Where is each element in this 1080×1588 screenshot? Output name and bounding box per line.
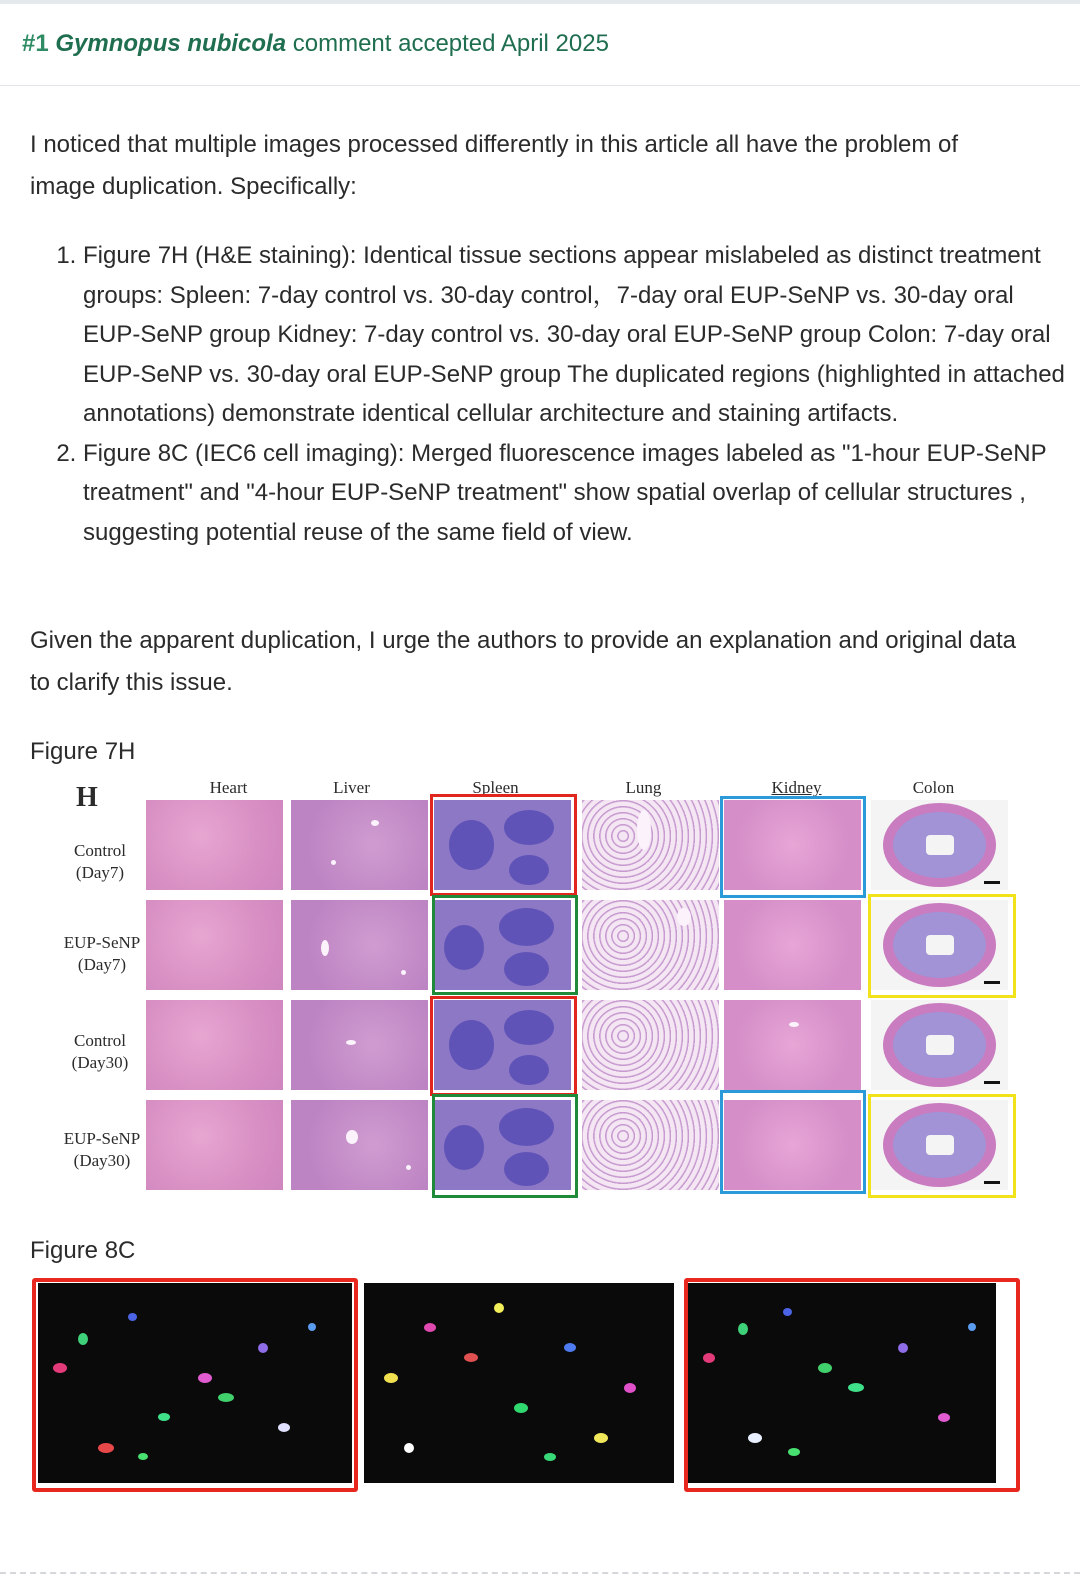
- row-label-eupsenp-day7: EUP-SeNP (Day7): [63, 933, 141, 974]
- tile-heart-eupsenp-day30: [146, 1100, 283, 1190]
- issue-item: 1. Figure 7H (H&E staining): Identical tissue sections appear mislabeled as distinct treatment groups: Spleen: 7-day control vs. 30-day control，7-day oral EUP-SeNP vs. 30-day oral EUP-SeNP group Kidney: 7-day control vs. 30-day oral EUP-SeNP group Colon: 7-day oral EUP-SeNP vs. 30-day oral EUP-SeNP group The duplicated regions (highlighted in attached annotations) demonstrate identical cellular architecture and staining artifacts.: [83, 236, 1073, 434]
- highlight-box-red: [430, 996, 577, 1096]
- column-label-lung: Lung: [625, 778, 662, 797]
- tile-liver-control-day30: [291, 1000, 428, 1090]
- highlight-box-yellow: [868, 894, 1016, 998]
- highlight-box-green: [432, 895, 578, 995]
- highlight-box-yellow: [868, 1094, 1016, 1198]
- column-label-heart: Heart: [209, 778, 248, 797]
- fluorescence-panel-middle: [364, 1283, 674, 1483]
- comment-header: [0, 4, 1080, 86]
- highlight-box-green: [432, 1094, 578, 1198]
- tile-colon-control-day30: [871, 1000, 1008, 1090]
- intro-paragraph: I noticed that multiple images processed differently in this article all have the problem of image duplication. Specifically:: [30, 131, 959, 200]
- comment-status: comment accepted April 2025: [292, 30, 609, 57]
- tile-lung-eupsenp-day7: [582, 900, 719, 990]
- tile-heart-control-day30: [146, 1000, 283, 1090]
- tile-lung-control-day7: [582, 800, 719, 890]
- tile-lung-eupsenp-day30: [582, 1100, 719, 1190]
- tile-liver-eupsenp-day30: [291, 1100, 428, 1190]
- closing-paragraph: Given the apparent duplication, I urge the authors to provide an explanation and original data to clarify this issue.: [30, 627, 1017, 696]
- issue-item: 2. Figure 8C (IEC6 cell imaging): Merged fluorescence images labeled as "1-hour EUP-SeNP treatment" and "4-hour EUP-SeNP treatment" show spatial overlap of cellular structures , suggesting potential reuse of the same field of view.: [83, 434, 1073, 553]
- panel-letter: H: [76, 782, 98, 813]
- comment-heading: [22, 30, 609, 58]
- tile-lung-control-day30: [582, 1000, 719, 1090]
- column-label-liver: Liver: [333, 778, 370, 797]
- column-label-colon: Colon: [912, 778, 955, 797]
- row-label-eupsenp-day30: EUP-SeNP (Day30): [63, 1129, 141, 1170]
- tile-heart-eupsenp-day7: [146, 900, 283, 990]
- issues-list: [30, 236, 1073, 552]
- section-divider: [0, 1572, 1080, 1574]
- tile-liver-control-day7: [291, 800, 428, 890]
- highlight-box-blue: [720, 796, 866, 898]
- row-label-control-day30: Control (Day30): [71, 1031, 129, 1072]
- column-label-spleen: Spleen: [472, 778, 519, 797]
- species-name[interactable]: Gymnopus nubicola: [55, 30, 287, 57]
- row-label-control-day7: Control (Day7): [74, 841, 126, 882]
- figure-8c-title: Figure 8C: [30, 1237, 136, 1264]
- tile-kidney-eupsenp-day7: [724, 900, 861, 990]
- highlight-box-red: [430, 794, 577, 896]
- highlight-box-red: [684, 1278, 1020, 1492]
- figure-7h-image[interactable]: [30, 770, 1030, 1200]
- figure-7h-title: Figure 7H: [30, 738, 136, 765]
- figure-8c-image[interactable]: [32, 1278, 1032, 1493]
- comment-number[interactable]: #1: [22, 30, 49, 57]
- tile-kidney-control-day30: [724, 1000, 861, 1090]
- highlight-box-red: [32, 1278, 358, 1492]
- tile-liver-eupsenp-day7: [291, 900, 428, 990]
- tile-heart-control-day7: [146, 800, 283, 890]
- tile-colon-control-day7: [871, 800, 1008, 890]
- highlight-box-blue: [720, 1090, 866, 1194]
- column-label-kidney: Kidney: [771, 778, 822, 797]
